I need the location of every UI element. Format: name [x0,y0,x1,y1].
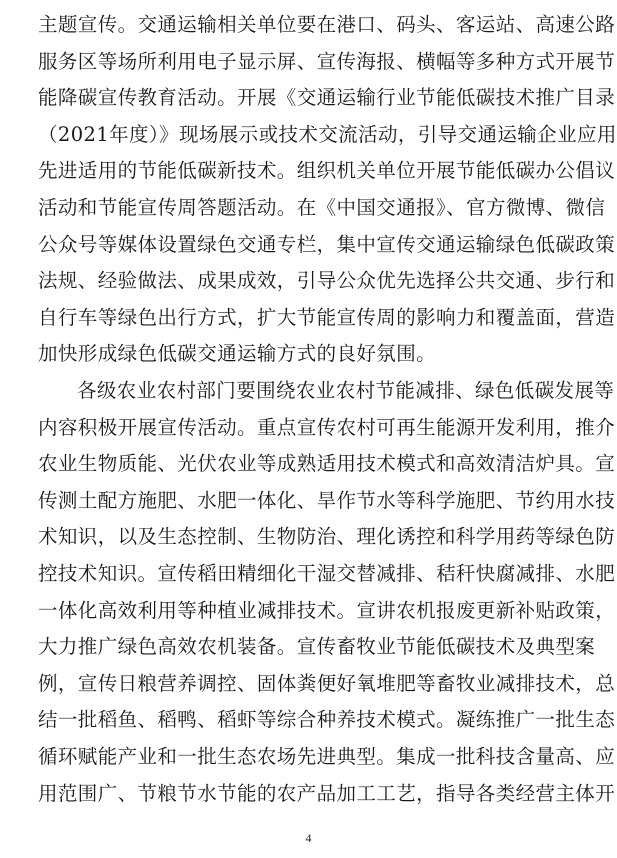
paragraph-1-line-4: （2021年度）》现场展示或技术交流活动，引导交通运输企业应用 [38,122,617,146]
page-number: 4 [305,831,312,845]
paragraph-1-line-2: 服务区等场所利用电子显示屏、宣传海报、横幅等多种方式开展节 [38,49,616,73]
paragraph-2-line-2: 内容积极开展宣传活动。重点宣传农村可再生能源开发利用，推介 [38,415,616,439]
paragraph-1-line-1: 主题宣传。交通运输相关单位要在港口、码头、客运站、高速公路 [38,13,616,36]
paragraph-2-line-8: 大力推广绿色高效农机装备。宣传畜牧业节能低碳技术及典型案 [38,635,596,659]
paragraph-1-line-3: 能降碳宣传教育活动。开展《交通运输行业节能低碳技术推广目录 [38,86,616,110]
paragraph-2-line-10: 结一批稻鱼、稻鸭、稻虾等综合种养技术模式。凝练推广一批生态 [38,708,616,732]
paragraph-1-line-8: 法规、经验做法、成果成效，引导公众优先选择公共交通、步行和 [38,269,616,293]
paragraph-2-line-1: 各级农业农村部门要围绕农业农村节能减排、绿色低碳发展等 [77,379,615,402]
paragraph-1-line-7: 公众号等媒体设置绿色交通专栏，集中宣传交通运输绿色低碳政策 [38,232,616,256]
paragraph-1-line-5: 先进适用的节能低碳新技术。组织机关单位开展节能低碳办公倡议 [38,159,616,183]
paragraph-1-line-6: 活动和节能宣传周答题活动。在《中国交通报》、官方微博、微信 [38,196,606,219]
paragraph-2-line-7: 一体化高效利用等种植业减排技术。宣讲农机报废更新补贴政策， [38,598,616,622]
paragraph-2-line-9: 例，宣传日粮营养调控、固体粪便好氧堆肥等畜牧业减排技术，总 [38,671,616,695]
paragraph-2-line-5: 术知识，以及生态控制、生物防治、理化诱控和科学用药等绿色防 [38,525,616,549]
paragraph-1-line-10: 加快形成绿色低碳交通运输方式的良好氛围。 [38,342,437,366]
paragraph-2-line-6: 控技术知识。宣传稻田精细化干湿交替减排、秸秆快腐减排、水肥 [38,562,616,585]
paragraph-2-line-12: 用范围广、节粮节水节能的农产品加工工艺，指导各类经营主体开 [38,781,616,805]
paragraph-2-line-11: 循环赋能产业和一批生态农场先进典型。集成一批科技含量高、应 [38,745,616,768]
paragraph-2-line-4: 传测土配方施肥、水肥一体化、旱作节水等科学施肥、节约用水技 [38,488,616,512]
paragraph-2-line-3: 农业生物质能、光伏农业等成熟适用技术模式和高效清洁炉具。宣 [38,452,616,476]
paragraph-1-line-9: 自行车等绿色出行方式，扩大节能宣传周的影响力和覆盖面，营造 [38,305,616,329]
